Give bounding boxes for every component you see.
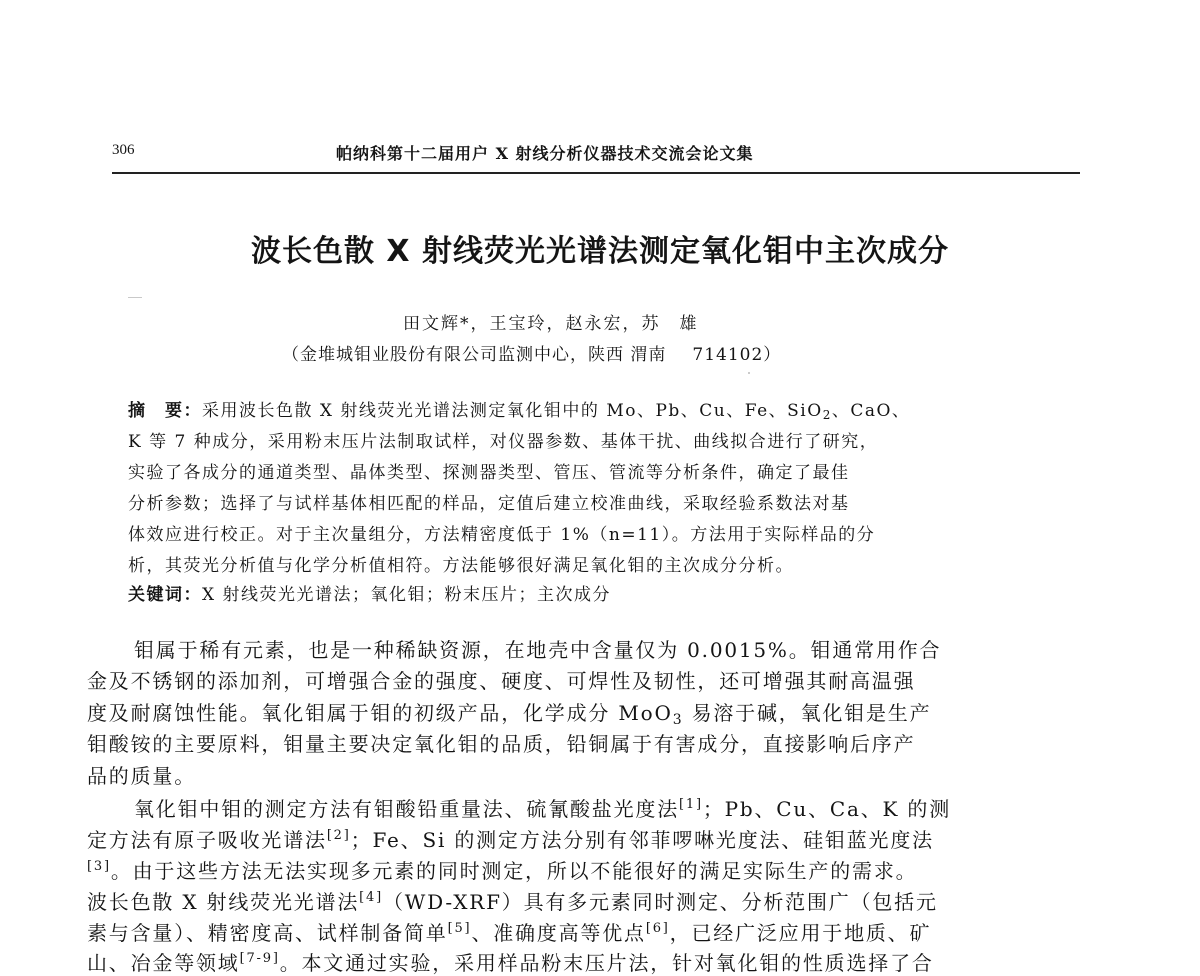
citation: [2] <box>326 828 351 843</box>
faint-dot <box>748 372 750 374</box>
abstract-text: 、CaO、 <box>831 401 911 421</box>
body-line: 钼属于稀有元素，也是一种稀缺资源，在地壳中含量仅为 0.0015%。钼通常用作合 <box>134 638 942 662</box>
affiliation-postcode: 714102） <box>692 345 782 365</box>
keywords-text: X 射线荧光光谱法；氧化钼；粉末压片；主次成分 <box>202 585 612 605</box>
abstract-line: 分析参数；选择了与试样基体相匹配的样品，定值后建立校准曲线，采取经验系数法对基 <box>128 494 850 514</box>
body-text: ，已经广泛应用于地质、矿 <box>669 921 932 945</box>
body-line <box>87 917 931 946</box>
faint-mark <box>128 297 142 298</box>
page-number: 306 <box>112 142 135 158</box>
body-line <box>87 855 917 884</box>
citation: [6] <box>645 921 670 936</box>
body-text: 度及耐腐蚀性能。氧化钼属于钼的初级产品，化学成分 MoO <box>87 701 673 725</box>
abstract-text: 采用波长色散 X 射线荧光光谱法测定氧化钼中的 Mo、Pb、Cu、Fe、SiO <box>202 401 823 421</box>
body-line: 金及不锈钢的添加剂，可增强合金的强度、硬度、可焊性及韧性，还可增强其耐高温强 <box>87 669 916 693</box>
body-line <box>134 793 951 822</box>
keywords-line <box>128 580 611 605</box>
body-text: 。本文通过实验，采用样品粉末压片法，针对氧化钼的性质选择了合 <box>279 951 934 975</box>
keywords-label: 关键词： <box>128 585 202 605</box>
body-line <box>87 697 931 726</box>
abstract-line: 实验了各成分的通道类型、晶体类型、探测器类型、管压、管流等分析条件，确定了最佳 <box>128 463 850 483</box>
citation: [1] <box>679 797 703 812</box>
body-line: 品的质量。 <box>87 764 196 788</box>
subscript: 2 <box>822 408 832 422</box>
author-list: 田文辉*，王宝玲，赵永宏，苏 雄 <box>403 314 699 334</box>
body-text: 易溶于碱，氧化钼是生产 <box>683 701 932 725</box>
citation: [3] <box>87 859 111 874</box>
body-line <box>87 947 934 976</box>
body-text: 波长色散 X 射线荧光光谱法 <box>87 890 360 914</box>
body-text: （WD-XRF）具有多元素同时测定、分析范围广（包括元 <box>382 890 938 914</box>
body-line <box>87 886 938 915</box>
header-rule <box>112 172 1080 174</box>
affiliation-text: （金堆城钼业股份有限公司监测中心，陕西 渭南 <box>282 345 667 365</box>
body-text: 素与含量）、精密度高、试样制备简单 <box>87 921 448 945</box>
abstract-line: 体效应进行校正。对于主次量组分，方法精密度低于 1%（n=11）。方法用于实际样品的分 <box>128 525 876 545</box>
abstract-line <box>128 396 910 421</box>
body-text: 氧化钼中钼的测定方法有钼酸铅重量法、硫氰酸盐光度法 <box>134 797 679 821</box>
body-text: 、准确度高等优点 <box>471 921 646 945</box>
body-text: 定方法有原子吸收光谱法 <box>87 828 327 852</box>
body-line: 钼酸铵的主要原料，钼量主要决定氧化钼的品质，铅铜属于有害成分，直接影响后序产 <box>87 732 916 756</box>
running-header-title: 帕纳科第十二届用户 X 射线分析仪器技术交流会论文集 <box>336 144 754 163</box>
body-text: 。由于这些方法无法实现多元素的同时测定，所以不能很好的满足实际生产的需求。 <box>110 859 918 883</box>
body-line <box>87 824 934 853</box>
affiliation <box>282 340 781 365</box>
abstract-line: 析，其荧光分析值与化学分析值相符。方法能够很好满足氧化钼的主次成分分析。 <box>128 556 794 576</box>
body-text: 山、冶金等领域 <box>87 951 240 975</box>
subscript: 3 <box>672 712 684 728</box>
abstract-line: K 等 7 种成分，采用粉末压片法制取试样，对仪器参数、基体干扰、曲线拟合进行了研究， <box>128 432 879 452</box>
body-text: ；Pb、Cu、Ca、K 的测 <box>702 797 951 821</box>
citation: [7-9] <box>239 951 280 966</box>
body-text: ；Fe、Si 的测定方法分别有邻菲啰啉光度法、硅钼蓝光度法 <box>350 828 934 852</box>
paper-title: 波长色散 X 射线荧光光谱法测定氧化钼中主次成分 <box>250 234 950 269</box>
citation: [5] <box>447 921 472 936</box>
citation: [4] <box>359 890 383 905</box>
abstract-label: 摘 要： <box>128 401 202 421</box>
